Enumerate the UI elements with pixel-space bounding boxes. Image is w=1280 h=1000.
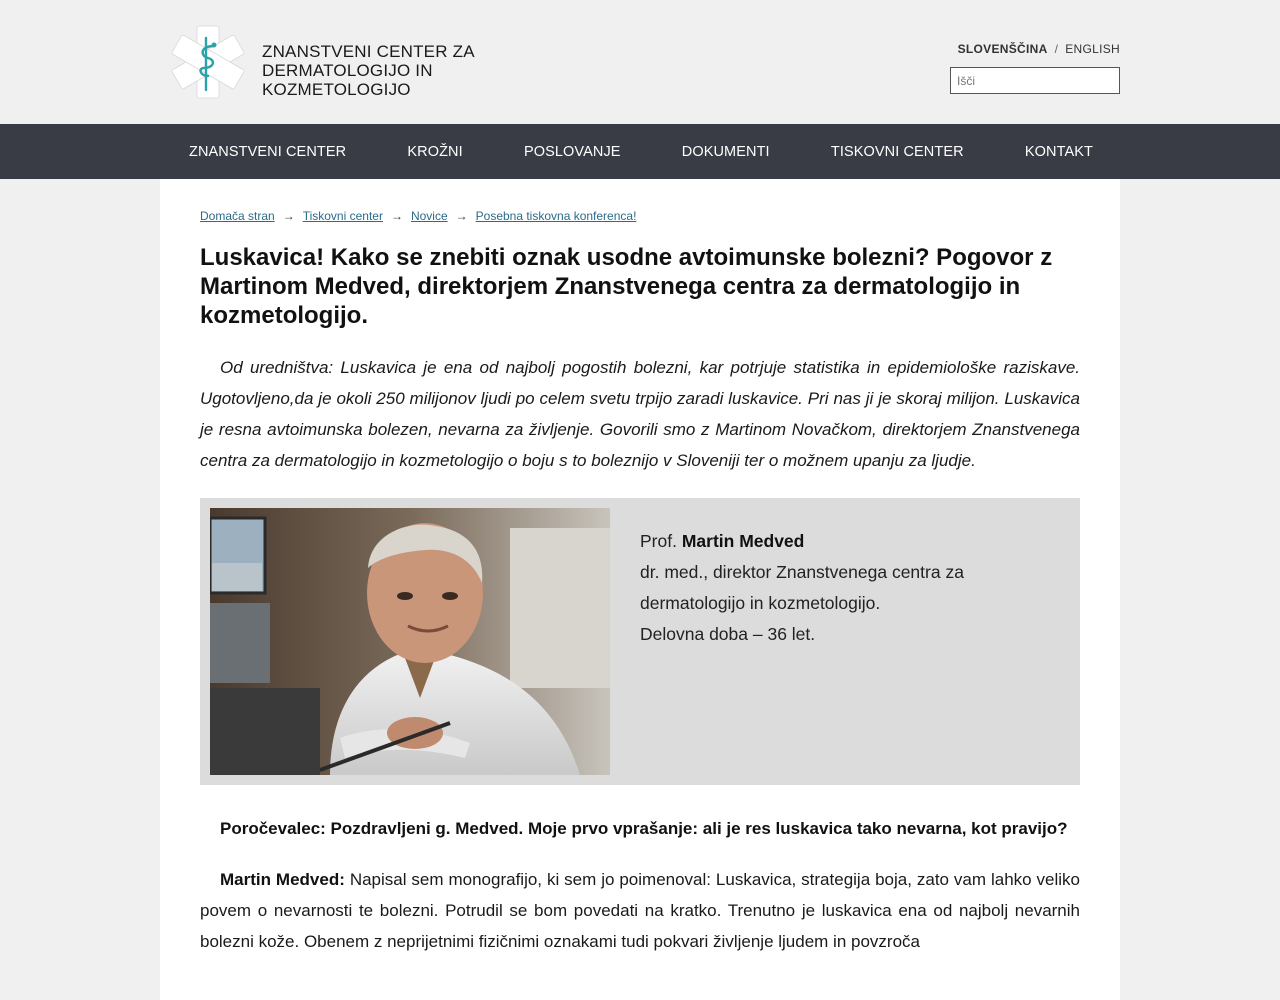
profile-line-1: dr. med., direktor Znanstvenega centra za xyxy=(640,562,964,582)
search-input[interactable] xyxy=(950,67,1120,94)
breadcrumb-press-center-link[interactable]: Tiskovni center xyxy=(302,209,383,223)
site-title-line-3: KOZMETOLOGIJO xyxy=(262,80,411,99)
portrait-photo xyxy=(210,508,610,775)
nav-item-tiskovni-center[interactable]: TISKOVNI CENTER xyxy=(830,143,964,160)
lang-english-link[interactable]: ENGLISH xyxy=(1065,42,1120,56)
nav-item-znanstveni-center[interactable]: ZNANSTVENI CENTER xyxy=(189,143,347,160)
interview-question: Poročevalec: Pozdravljeni g. Medved. Moje prvo vprašanje: ali je res luskavica tako nevarna, kot pravijo? xyxy=(220,819,1068,838)
nav-item-krozni[interactable]: KROŽNI xyxy=(407,143,463,160)
profile-name: Martin Medved xyxy=(681,531,805,551)
caduceus-logo-icon[interactable] xyxy=(170,24,246,100)
article-container xyxy=(160,179,1120,1000)
site-header xyxy=(0,0,1280,124)
breadcrumb-news-link[interactable]: Novice xyxy=(410,209,448,223)
nav-item-kontakt[interactable]: KONTAKT xyxy=(1024,143,1093,160)
profile-line-2: dermatologijo in kozmetologijo. xyxy=(640,593,881,613)
nav-item-poslovanje[interactable]: POSLOVANJE xyxy=(523,143,621,160)
breadcrumb xyxy=(200,209,1080,223)
lang-separator: / xyxy=(1054,42,1059,56)
arrow-right-icon: → xyxy=(282,209,295,223)
site-title[interactable] xyxy=(262,42,475,99)
main-nav xyxy=(0,124,1280,179)
answer-speaker: Martin Medved: xyxy=(220,870,345,889)
arrow-right-icon: → xyxy=(390,209,403,223)
interview-answer xyxy=(200,864,1080,957)
profile-line-3: Delovna doba – 36 let. xyxy=(640,624,816,644)
profile-bio xyxy=(640,526,964,650)
lang-slovene-link[interactable]: SLOVENŠČINA xyxy=(957,42,1048,56)
breadcrumb-current-link[interactable]: Posebna tiskovna konferenca! xyxy=(475,209,637,223)
arrow-right-icon: → xyxy=(455,209,468,223)
profile-title-prefix: Prof. xyxy=(640,531,682,551)
nav-item-dokumenti[interactable]: DOKUMENTI xyxy=(681,143,770,160)
site-title-line-2: DERMATOLOGIJO IN xyxy=(262,61,433,80)
breadcrumb-home-link[interactable]: Domača stran xyxy=(200,209,275,223)
profile-name-line xyxy=(640,526,964,557)
profile-box xyxy=(200,498,1080,785)
article-title: Luskavica! Kako se znebiti oznak usodne avtoimunske bolezni? Pogovor z Martinom Medved, direktorjem Znanstvenega centra za dermatologijo in kozmetologijo. xyxy=(200,244,1053,329)
answer-text: Napisal sem monografijo, ki sem jo poimenoval: Luskavica, strategija boja, zato vam lahko veliko povem o nevarnosti te bolezni. Potrudil se bom povedati na kratko. Trenutno je luskavica ena od najbolj nevarnih bolezni kože. Obenem z neprijetnimi fizičnimi oznakami tudi pokvari življenje ljudem in povzroča xyxy=(200,870,1080,951)
article-intro: Od uredništva: Luskavica je ena od najbolj pogostih bolezni, kar potrjuje statistika in epidemiološke raziskave. Ugotovljeno,da je okoli 250 milijonov ljudi po celem svetu trpijo zaradi luskavice. Pri nas ji je skoraj milijon. Luskavica je resna avtoimunska bolezen, nevarna za življenje. Govorili smo z Martinom Novačkom, direktorjem Znanstvenega centra za dermatologijo in kozmetologijo o boju s to boleznijo v Sloveniji ter o možnem upanju za ljudje. xyxy=(200,358,1080,470)
site-title-line-1: ZNANSTVENI CENTER ZA xyxy=(262,42,475,61)
language-switcher xyxy=(958,42,1120,56)
